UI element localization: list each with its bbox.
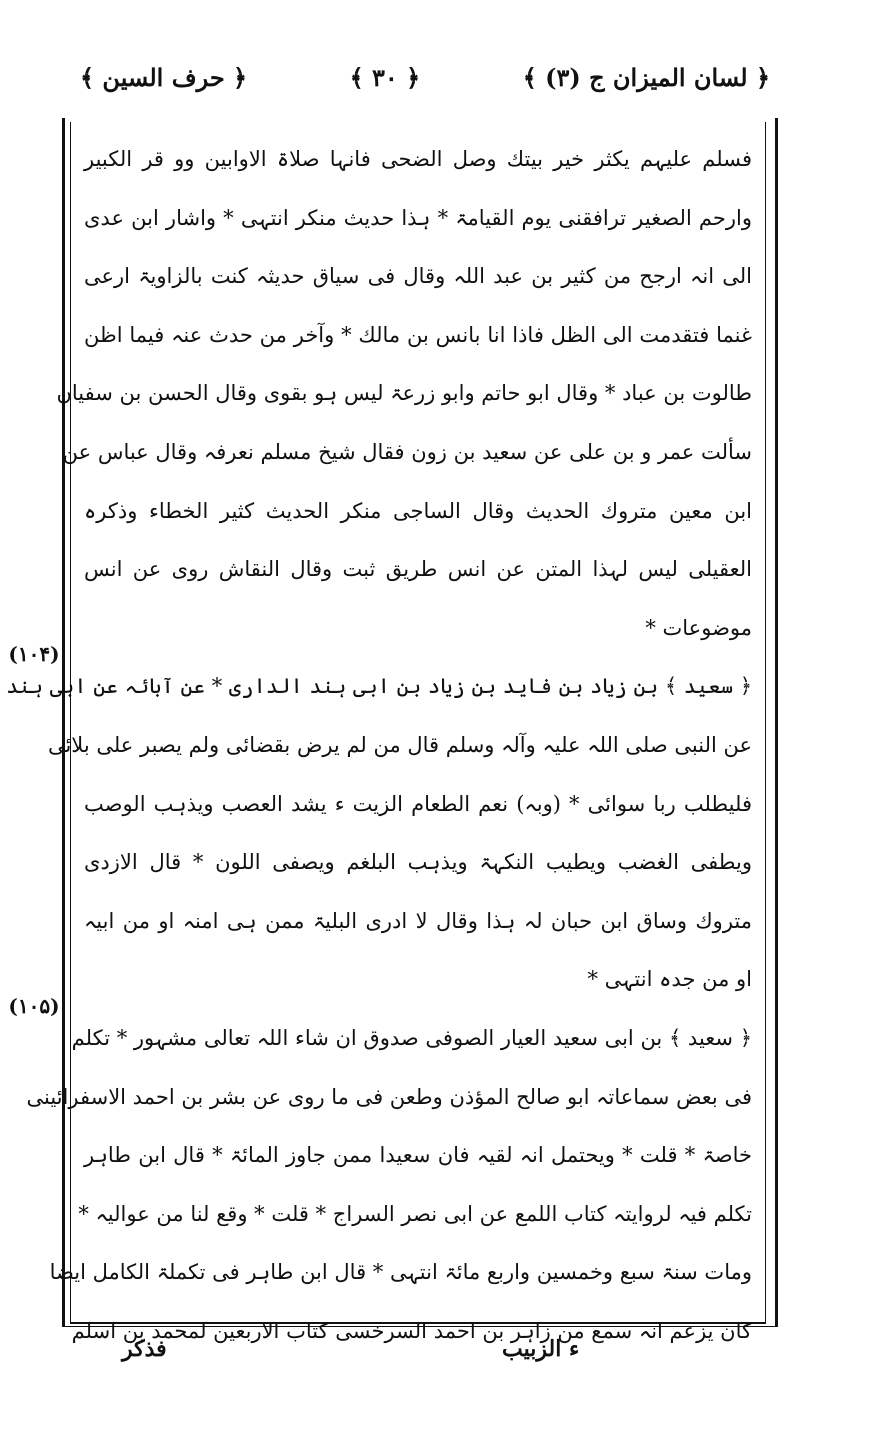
text-line: الی انہ ارجح من کثیر بن عبد اللہ وقال فی سیاق حدیثہ کنت بالزاویۃ ارعی [84,264,752,289]
text-line: او من جدہ انتہی * [587,967,752,992]
footnote-marker: ء الزبیب [502,1336,580,1362]
text-line: تکلم فیہ لروایتہ کتاب اللمع عن ابی نصر السراج * قلت * وقع لنا من عوالیہ * [78,1201,752,1226]
text-line: عن النبی صلی اللہ علیہ وآلہ وسلم قال من لم یرض بقضائی ولم یصبر علی بلائی [47,732,752,757]
text-line: ﴿ سعید ﴾ بن زیاد بن فاید بن زیاد بن ابی ہند الداری * عن آبائہ عن ابی ہند [6,674,752,699]
text-line: العقیلی لیس لہذا المتن عن انس طریق ثبت وقال النقاش روی عن انس [84,557,752,582]
text-line: فی بعض سماعاتہ ابو صالح المؤذن وطعن فی ما روی عن بشر بن احمد الاسفرائینی [26,1084,752,1109]
text-line: ومات سنۃ سبع وخمسین واربع مائۃ انتہی * قال ابن طاہر فی تکملۃ الکامل ایضا [49,1260,752,1285]
entry-number: (۱۰۵) [8,994,60,1018]
book-title: ﴿ لسان المیزان ج (۳) ﴾ [522,62,770,92]
text-line: ﴿ سعید ﴾ بن ابی سعید العیار الصوفی صدوق ان شاء اللہ تعالی مشہور * تکلم [71,1025,752,1050]
text-line: ویطفی الغضب ویطیب النکہۃ ویذہب البلغم ویصفی اللون * قال الازدی [84,850,752,875]
text-line: موضوعات * [645,615,752,640]
text-line: کان یزعم انہ سمع من زاہر بن احمد السرخسی کتاب الاربعین لمحمد بن اسلم [71,1318,752,1343]
text-line: فلیطلب ربا سوائی * (وبہ) نعم الطعام الزیت ء یشد العصب ویذہب الوصب [84,791,752,816]
catchword: فذکر [122,1336,167,1362]
page-footer [62,1328,772,1388]
section-title: ﴿ حرف السین ﴾ [80,62,248,92]
text-line: فسلم علیہم یکثر خیر بیتك وصل الضحی فانہا صلاۃ الاوابین وو قر الکبیر [84,147,752,171]
text-line: طالوت بن عباد * وقال ابو حاتم وابو زرعۃ لیس ہو بقوی وقال الحسن بن سفیان [56,381,752,406]
text-line: وارحم الصغیر ترافقنی یوم القیامۃ * ہذا حدیث منکر انتہی * واشار ابن عدی [84,205,752,230]
text-line: سألت عمر و بن علی عن سعید بن زون فقال شیخ مسلم نعرفہ وقال عباس عن [62,439,752,464]
text-line: غنما فتقدمت الی الظل فاذا انا بانس بن مالك * وآخر من حدث عنہ فیما اظن [84,322,752,347]
text-line: ابن معین متروك الحدیث وقال الساجی منکر الحدیث کثیر الخطاء وذکرہ [84,498,752,523]
page-number: ﴿ ۳۰ ﴾ [349,62,421,92]
text-line: متروك وساق ابن حبان لہ ہذا وقال لا ادری البلیۃ ممن ہی امنہ او من ابیہ [84,908,752,933]
running-header [80,52,770,102]
entry-number: (۱۰۴) [8,642,60,666]
text-line: خاصۃ * قلت * ویحتمل انہ لقیہ فان سعیدا ممن جاوز المائۃ * قال ابن طاہر [84,1143,752,1168]
